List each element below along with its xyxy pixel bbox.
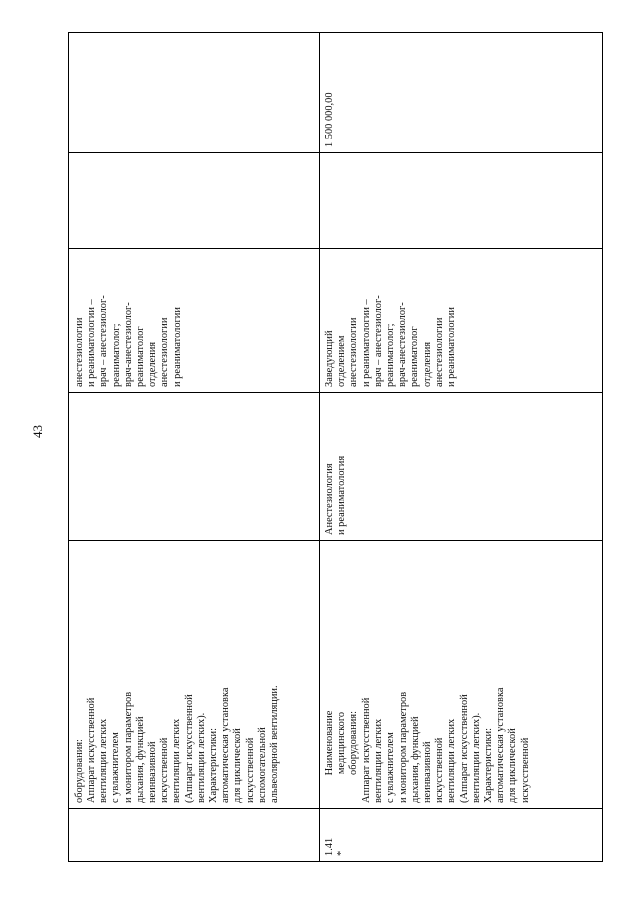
row2-equipment-header: Наименование медицинского оборудования: [324, 710, 360, 776]
column-divider-equipment [68, 540, 603, 541]
row2-star: * [336, 850, 348, 856]
row2-number-text: 1.41 [324, 837, 335, 856]
row1-equipment-body: Аппарат искусственной вентиляции легких с увлажнителем и монитором параметров дыхания, функцией неинвазивной искусственной вентиляции легких (Аппарат искусственной вентиляции легких). Характеристики: автоматическая установка для циклической искусственной вспомогательной альвеолярной вентиляции. [86, 685, 281, 803]
row2-staff: Заведующий отделением анестезиологии и реаниматологии – врач – анестезиолог- реаниматолог; врач-анестезиолог- реаниматолог отделения анестезиологии и реаниматологии [324, 295, 458, 387]
page-number: 43 [30, 425, 45, 438]
table-border-top [68, 32, 603, 33]
table-border-bottom [68, 861, 603, 862]
row1-equipment: оборудования: [74, 739, 85, 803]
column-divider-num [68, 808, 603, 809]
column-divider-staff [68, 248, 603, 249]
table-border-left [68, 32, 69, 862]
column-divider-profile [68, 392, 603, 393]
equipment-table [68, 32, 603, 862]
row2-profile: Анестезиология и реаниматология [324, 455, 348, 535]
row-divider [319, 32, 320, 862]
row1-staff: анестезиологии и реаниматологии – врач – анестезиолог- реаниматолог; врач-анестезиолог- реаниматолог отделения анестезиологии и реаниматологии [74, 295, 183, 387]
row2-price [324, 92, 336, 147]
row2-equipment-body: Аппарат искусственной вентиляции легких с увлажнителем и монитором параметров дыхания, функцией неинвазивной искусственной вентиляции легких (Аппарат искусственной вентиляции легких). Характеристики: автоматическая установка для циклической искусственной [360, 687, 531, 803]
table-border-right [602, 32, 603, 862]
row2-number [324, 838, 348, 856]
column-divider-extra [68, 152, 603, 153]
price-value: 1 500 000,00 [324, 92, 335, 147]
